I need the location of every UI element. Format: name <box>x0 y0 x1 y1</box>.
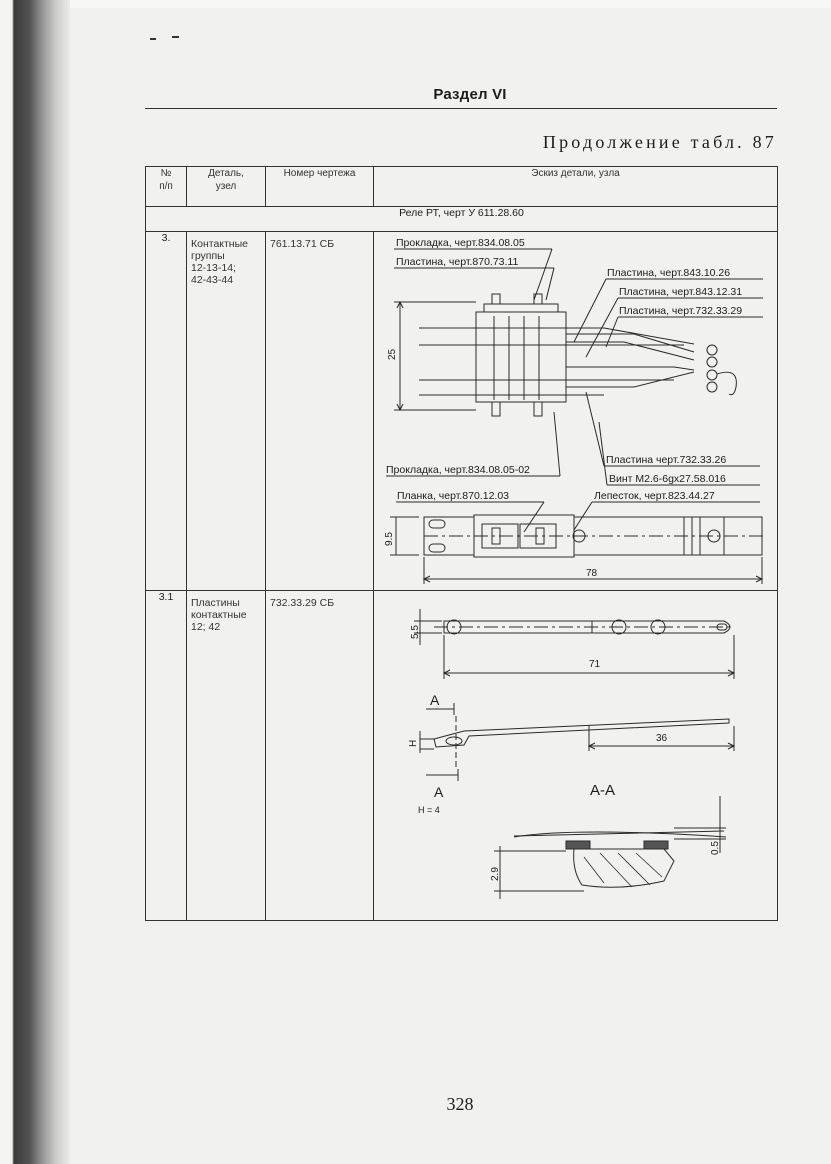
part-name <box>187 232 265 292</box>
table-row <box>146 591 778 921</box>
label-plate-732-33-29: Пластина, черт.732.33.29 <box>619 305 743 317</box>
label-screw-m2-6: Винт М2.6-6gx27.58.016 <box>609 473 726 485</box>
scan-binding-shadow <box>0 0 70 1164</box>
page-number: 328 <box>446 1094 474 1114</box>
height-note-h-4: H = 4 <box>418 805 440 815</box>
section-title: Раздел VI <box>433 86 507 103</box>
part-name-line: Пластины <box>191 597 240 609</box>
group-header: Реле РТ, черт У 611.28.60 <box>146 207 778 232</box>
section-mark-a-bottom: A <box>434 784 444 800</box>
parts-table <box>145 166 778 921</box>
scan-top-margin <box>0 0 831 8</box>
contact-plate-side-view <box>408 692 734 815</box>
dimension-height-25: 25 <box>387 348 398 360</box>
group-header-row <box>146 207 778 232</box>
column-header-part <box>187 167 266 207</box>
dimension-length-71: 71 <box>589 659 601 670</box>
dimension-width-9-5: 9.5 <box>384 532 395 546</box>
drawing-number: 761.13.71 СБ <box>270 238 335 250</box>
part-name-line: 12; 42 <box>191 621 221 633</box>
column-header-part-line2: узел <box>215 181 237 192</box>
dimension-length-78: 78 <box>586 568 598 579</box>
contact-plate-sketch <box>374 591 778 920</box>
section-a-a-view <box>490 782 726 899</box>
label-plate-843-10-26: Пластина, черт.843.10.26 <box>607 267 731 279</box>
part-name-line: Контактные <box>191 238 248 250</box>
column-header-number <box>146 167 187 207</box>
label-plate-732-33-26: Пластина черт.732.33.26 <box>606 454 727 466</box>
column-header-drawing: Номер чертежа <box>266 167 374 207</box>
scan-speck <box>150 36 180 40</box>
sketch-cell <box>374 232 778 591</box>
part-name-line: группы <box>191 250 225 262</box>
label-gasket-834-08-05: Прокладка, черт.834.08.05 <box>396 237 525 249</box>
label-plate-870-73-11: Пластина, черт.870.73.11 <box>396 256 519 268</box>
section-mark-a-top: A <box>430 692 440 708</box>
table-continuation-caption: Продолжение табл. 87 <box>542 132 777 152</box>
dimension-width-5-5: 5.5 <box>410 625 421 639</box>
column-header-number-line2: п/п <box>159 181 173 192</box>
table-header-row <box>146 167 778 207</box>
part-name-line: 42-43-44 <box>191 274 234 286</box>
drawing-number: 732.33.29 СБ <box>270 597 335 609</box>
dimension-depth-2-9: 2.9 <box>490 867 501 881</box>
column-header-part-line1: Деталь, <box>208 168 244 179</box>
contact-plate-top-view <box>410 609 734 679</box>
section-rule <box>145 108 777 109</box>
drawing-number-cell <box>266 591 374 921</box>
section-title-a-a: A-A <box>590 782 616 799</box>
part-name <box>187 591 265 639</box>
part-name-line: контактные <box>191 609 247 621</box>
contact-group-sketch <box>374 232 778 590</box>
table-row <box>146 232 778 591</box>
label-gasket-834-08-05-02: Прокладка, черт.834.08.05-02 <box>386 464 530 476</box>
drawing-number-cell <box>266 232 374 591</box>
contact-group-plan-view <box>384 515 766 584</box>
label-plate-843-12-31: Пластина, черт.843.12.31 <box>619 286 743 298</box>
row-number: 3.1 <box>146 591 187 921</box>
label-strip-870-12-03: Планка, черт.870.12.03 <box>397 490 510 502</box>
part-name-cell <box>187 591 266 921</box>
column-header-sketch: Эскиз детали, узла <box>374 167 778 207</box>
dimension-length-36: 36 <box>656 733 668 744</box>
height-symbol-h: H <box>408 739 419 747</box>
part-name-cell <box>187 232 266 591</box>
part-name-line: 12-13-14; <box>191 262 236 274</box>
label-lug-823-44-27: Лепесток, черт.823.44.27 <box>594 490 715 502</box>
sketch-cell <box>374 591 778 921</box>
dimension-thickness-0-5: 0.5 <box>710 841 721 855</box>
row-number: 3. <box>146 232 187 591</box>
column-header-number-line1: № <box>160 168 172 179</box>
